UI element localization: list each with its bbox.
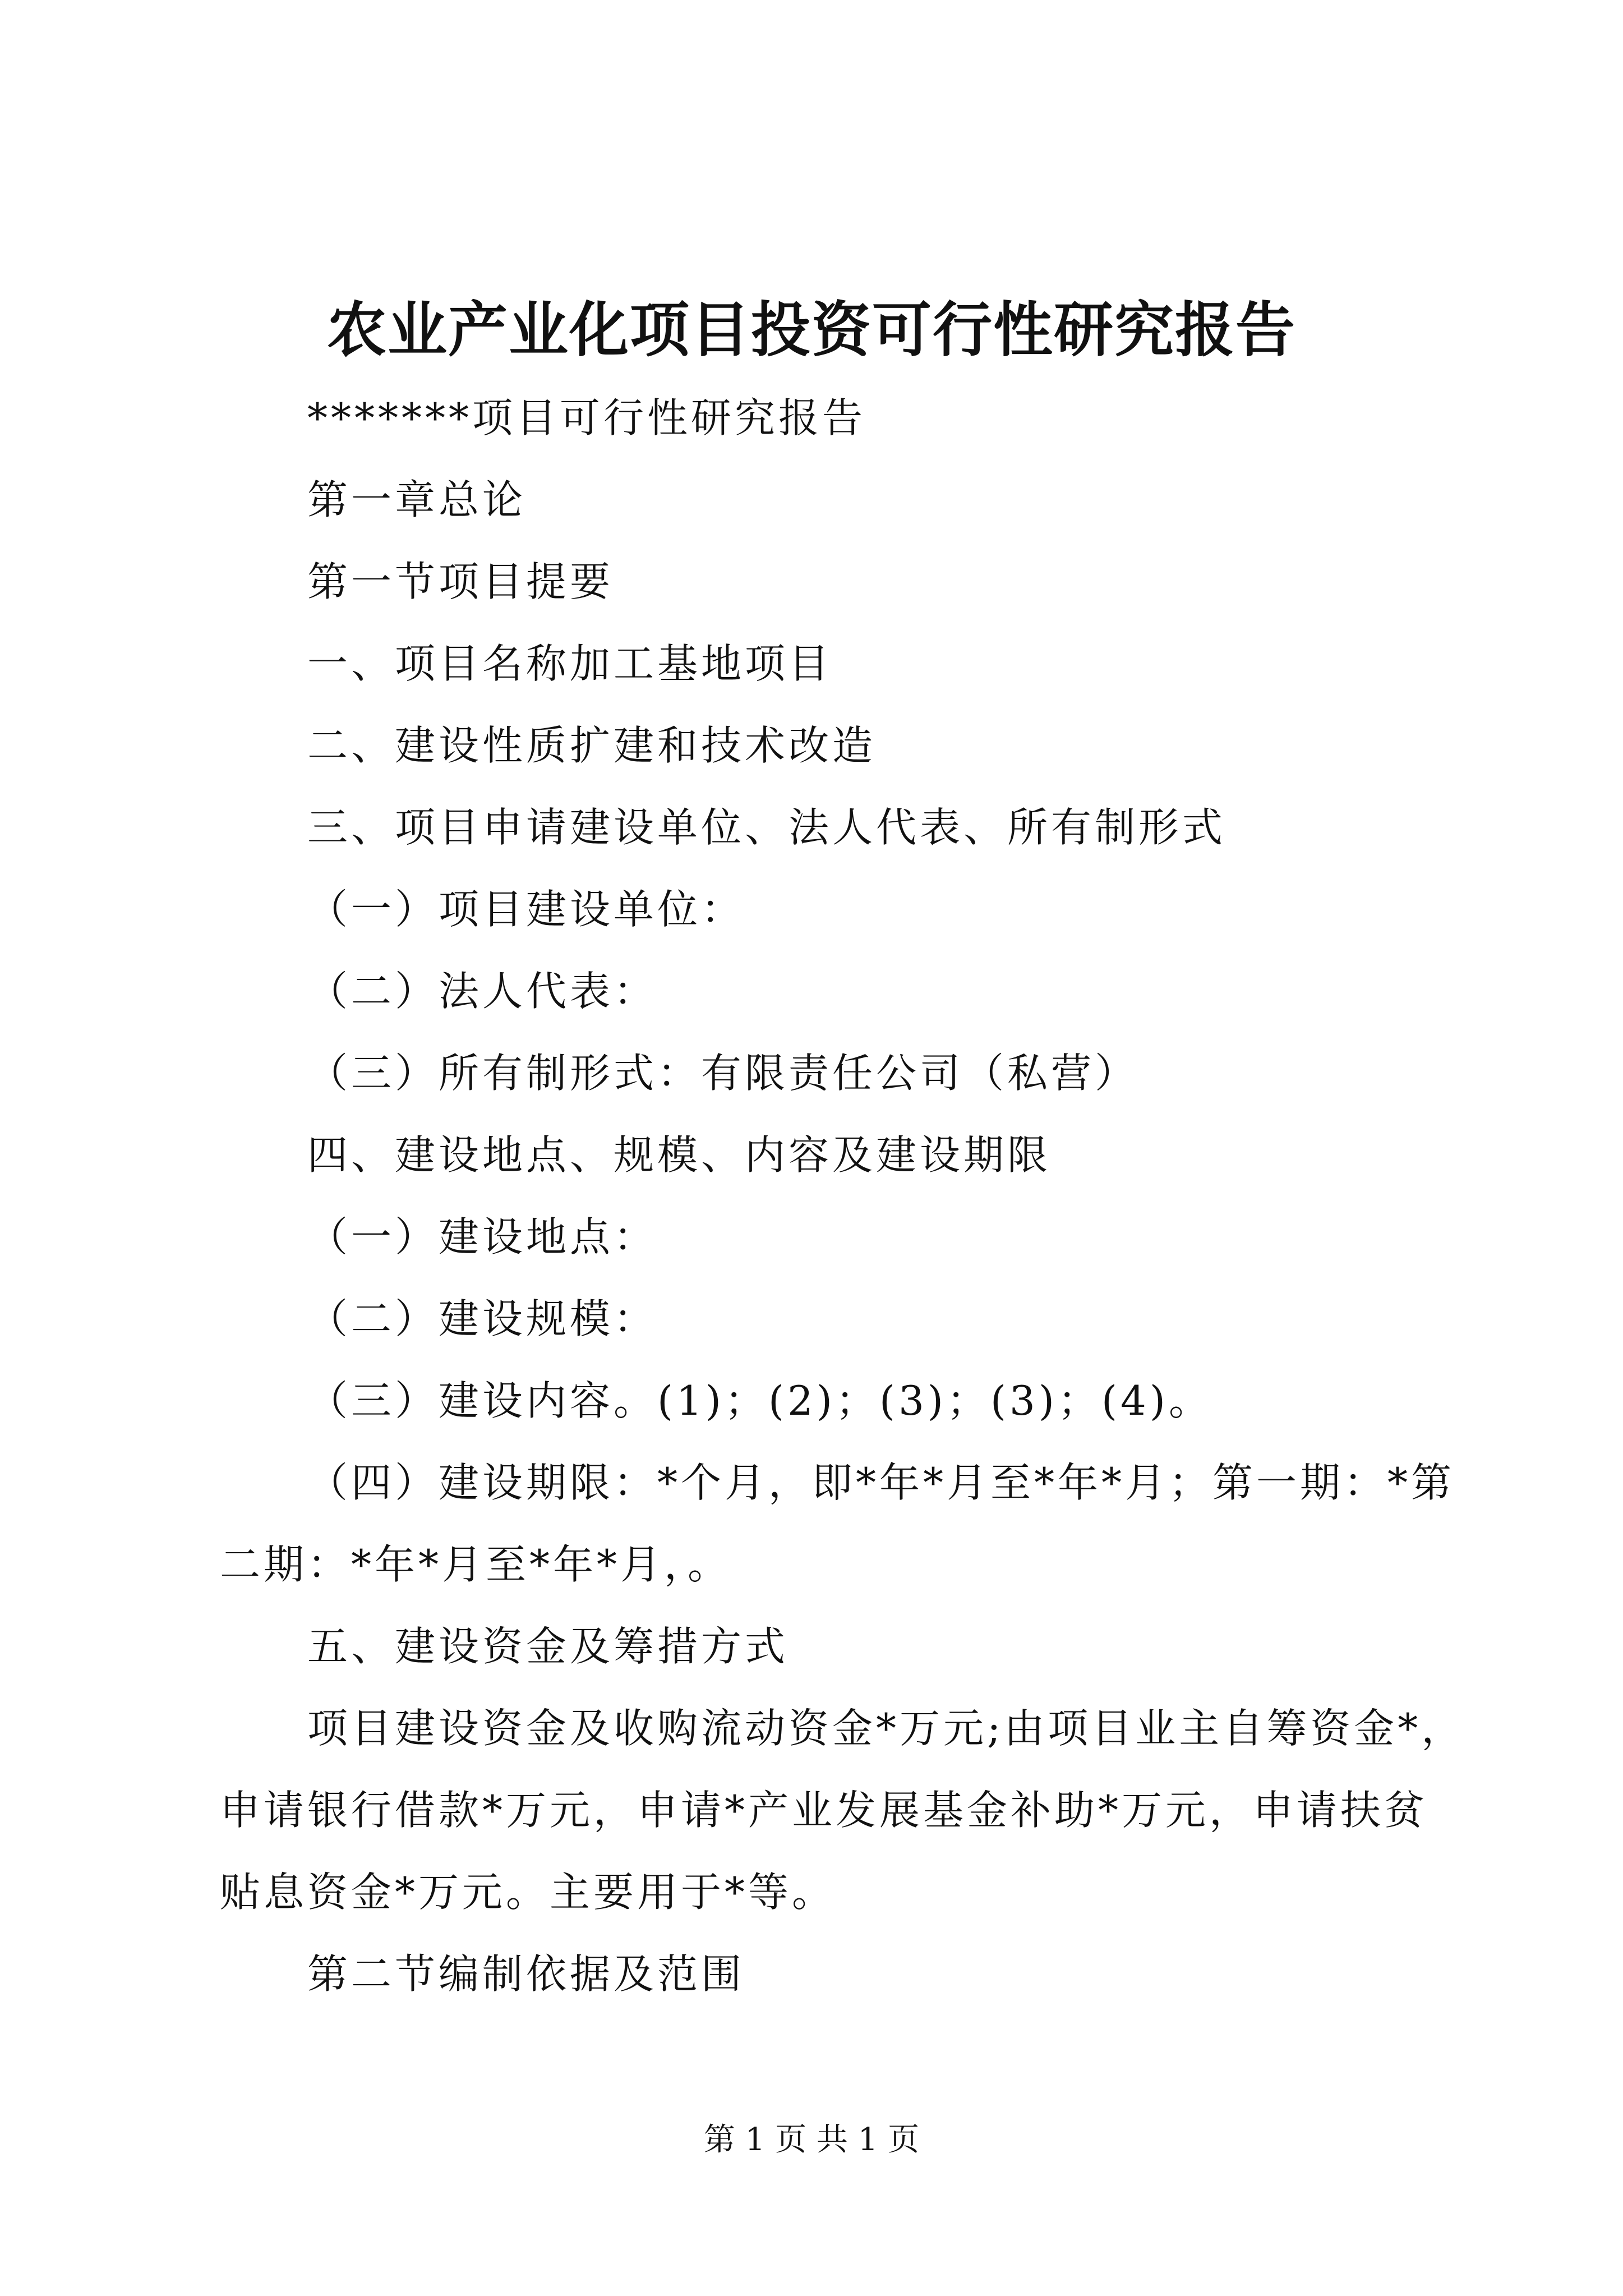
item-construction-nature: 二、建设性质扩建和技术改造 (307, 722, 877, 769)
chapter-heading: 第一章总论 (307, 476, 527, 523)
sub-item-scale: （二）建设规模： (307, 1295, 658, 1342)
report-subtitle: *******项目可行性研究报告 (307, 394, 866, 441)
sub-item-period-continued: 二期：*年*月至*年*月，。 (220, 1541, 732, 1588)
sub-item-location: （一）建设地点： (307, 1213, 658, 1260)
document-title: 农业产业化项目投资可行性研究报告 (327, 295, 1296, 365)
sub-item-ownership-form: （三）所有制形式：有限责任公司（私营） (307, 1050, 1139, 1097)
funding-paragraph-line-1: 项目建设资金及收购流动资金*万元;由项目业主自筹资金*， (307, 1705, 1465, 1752)
sub-item-legal-representative: （二）法人代表： (307, 968, 658, 1015)
item-funding: 五、建设资金及筹措方式 (307, 1623, 789, 1670)
item-location-scale-content: 四、建设地点、规模、内容及建设期限 (307, 1131, 1052, 1179)
funding-paragraph-line-3: 贴息资金*万元。主要用于*等。 (220, 1869, 836, 1916)
section-heading-2: 第二节编制依据及范围 (307, 1950, 745, 1998)
funding-paragraph-line-2: 申请银行借款*万元，申请*产业发展基金补助*万元，申请扶贫 (220, 1787, 1428, 1834)
item-applicant-info: 三、项目申请建设单位、法人代表、所有制形式 (307, 804, 1227, 851)
sub-item-content: （三）建设内容。(1)；(2)；(3)；(3)；(4)。 (307, 1377, 1212, 1424)
sub-item-construction-unit: （一）项目建设单位： (307, 886, 745, 933)
sub-item-period: （四）建设期限：*个月，即*年*月至*年*月；第一期：*第 (307, 1459, 1455, 1506)
item-project-name: 一、项目名称加工基地项目 (307, 640, 833, 687)
section-heading: 第一节项目提要 (307, 558, 614, 605)
page-footer: 第 1 页 共 1 页 (703, 2122, 920, 2158)
